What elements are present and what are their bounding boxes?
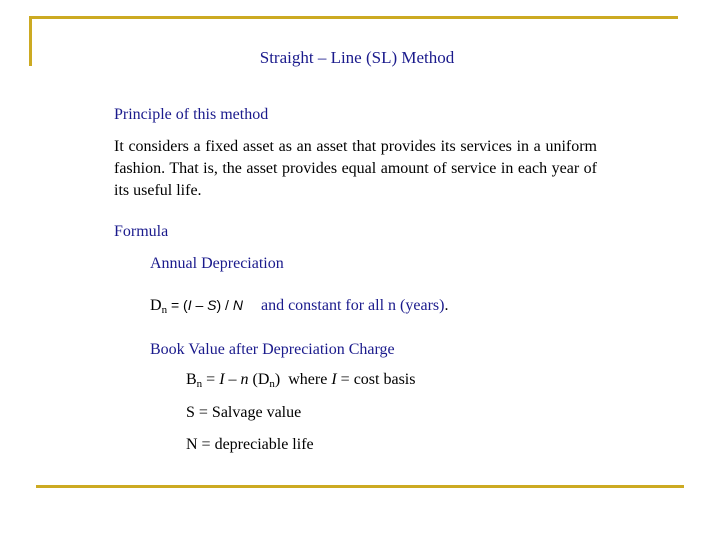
book-var-n: n — [240, 371, 249, 388]
book-paren-sub: n — [269, 378, 275, 390]
formula-div: ) / — [216, 297, 233, 313]
formula-var-n: N — [232, 297, 243, 313]
book-var-i: I — [219, 371, 225, 388]
book-lhs: B — [186, 371, 197, 388]
principle-heading: Principle of this method — [114, 106, 269, 123]
slide-title: Straight – Line (SL) Method — [259, 48, 455, 67]
formula-var-s: S — [207, 297, 217, 313]
formula-eq: = ( — [167, 297, 188, 313]
annual-depreciation-formula — [150, 297, 448, 315]
formula-minus: – — [191, 297, 208, 313]
principle-text: It considers a fixed asset as an asset that provides its services in a uniform fashion. That is, the asset provides equal amount of service in each year of its useful life. — [114, 138, 597, 199]
book-eq: = — [202, 371, 220, 388]
book-cost: = cost basis — [336, 371, 416, 388]
formula-lhs: D — [150, 297, 162, 314]
book-value-heading: Book Value after Depreciation Charge — [150, 341, 395, 358]
formula-note-period: . — [444, 297, 449, 314]
formula-note-n: n — [388, 297, 397, 314]
formula-lhs-sub: n — [161, 304, 168, 316]
book-where: where — [280, 371, 332, 388]
life-definition: N = depreciable life — [186, 436, 314, 453]
book-paren-open: (D — [248, 371, 270, 388]
book-minus: – — [224, 371, 241, 388]
book-value-formula — [186, 371, 415, 389]
book-paren-close: ) — [274, 371, 281, 388]
book-lhs-sub: n — [196, 378, 203, 390]
top-rule — [29, 16, 678, 19]
annual-depreciation-heading: Annual Depreciation — [150, 255, 284, 272]
salvage-definition: S = Salvage value — [186, 404, 302, 421]
formula-note-post: (years) — [396, 297, 445, 314]
formula-var-i: I — [187, 297, 192, 313]
formula-note-pre: and constant for all — [260, 297, 389, 314]
formula-heading: Formula — [114, 223, 169, 240]
book-var-i2: I — [331, 371, 337, 388]
bottom-rule — [36, 485, 684, 488]
